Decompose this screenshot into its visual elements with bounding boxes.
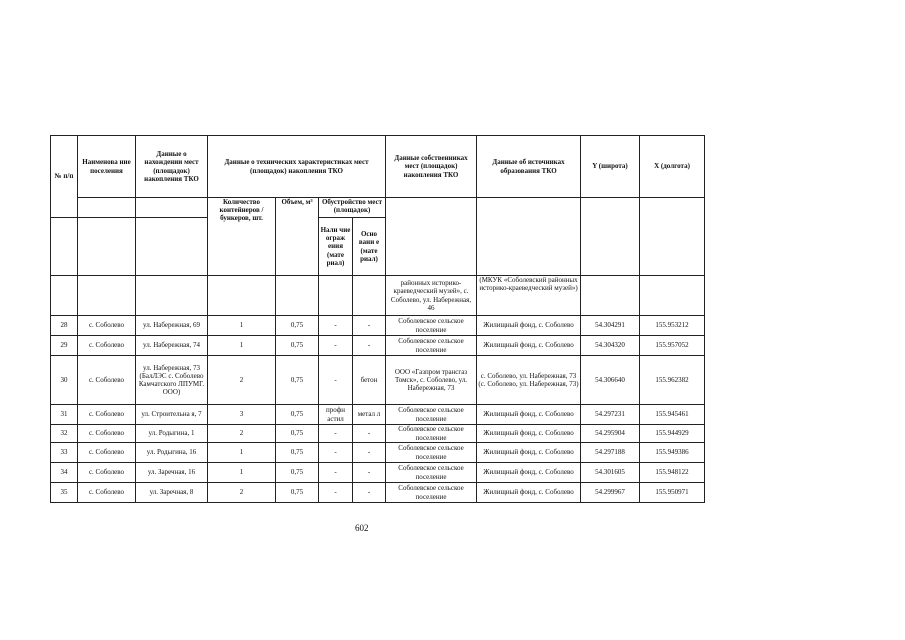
- settlement-cell: с. Соболево: [78, 463, 136, 483]
- latitude-cell: 54.304320: [581, 336, 640, 356]
- continuation-blank-cell: [353, 276, 386, 316]
- address-cell: ул. Заречная, 16: [136, 463, 208, 483]
- row-number-cell: 33: [51, 443, 78, 463]
- container-count-cell: 1: [208, 336, 276, 356]
- address-cell: ул. Заречная, 8: [136, 483, 208, 503]
- longitude-cell: 155.944929: [640, 425, 705, 443]
- continuation-blank-cell: [276, 276, 319, 316]
- source-cell: Жилищный фонд, с. Соболево: [477, 483, 581, 503]
- fence-cell: профн астил: [319, 405, 353, 425]
- volume-cell: 0,75: [276, 443, 319, 463]
- volume-cell: 0,75: [276, 405, 319, 425]
- settlement-cell: с. Соболево: [78, 425, 136, 443]
- header-blank-cell: [51, 218, 78, 276]
- longitude-cell: 155.953212: [640, 316, 705, 336]
- container-count-cell: 2: [208, 483, 276, 503]
- address-cell: ул. Родыгина, 1: [136, 425, 208, 443]
- col-equip-header: Обустройство мест (площадок): [319, 198, 386, 218]
- container-count-cell: 3: [208, 405, 276, 425]
- continuation-blank-cell: [640, 276, 705, 316]
- latitude-cell: 54.295904: [581, 425, 640, 443]
- data-rows: [51, 316, 705, 503]
- owner-cell: Соболевское сельское поселение: [386, 336, 477, 356]
- continuation-row: [51, 276, 705, 316]
- settlement-cell: с. Соболево: [78, 316, 136, 336]
- source-cell: с. Соболево, ул. Набережная, 73 (с. Соболево, ул. Набережная, 73): [477, 356, 581, 405]
- fence-cell: -: [319, 425, 353, 443]
- base-cell: -: [353, 336, 386, 356]
- volume-cell: 0,75: [276, 463, 319, 483]
- container-count-cell: 1: [208, 443, 276, 463]
- table-row: [51, 483, 705, 503]
- volume-cell: 0,75: [276, 483, 319, 503]
- continuation-blank-cell: [319, 276, 353, 316]
- fence-cell: -: [319, 483, 353, 503]
- settlement-cell: с. Соболево: [78, 405, 136, 425]
- fence-cell: -: [319, 356, 353, 405]
- latitude-cell: 54.299967: [581, 483, 640, 503]
- volume-cell: 0,75: [276, 356, 319, 405]
- header-row-2: [51, 198, 705, 218]
- fence-cell: -: [319, 463, 353, 483]
- row-number-cell: 29: [51, 336, 78, 356]
- col-base-header: Осно вани е (мате риал): [353, 218, 386, 276]
- owner-cell: Соболевское сельское поселение: [386, 316, 477, 336]
- col-settlement-header: Наименова ние поселения: [78, 136, 136, 198]
- continuation-owner-cell: районных историко-краеведческий музей», с. Соболево, ул. Набережная, 46: [386, 276, 477, 316]
- row-number-cell: 30: [51, 356, 78, 405]
- latitude-cell: 54.304291: [581, 316, 640, 336]
- col-lon-header: X (долгота): [640, 136, 705, 198]
- source-cell: Жилищный фонд, с. Соболево: [477, 336, 581, 356]
- tko-register-table: [50, 135, 705, 503]
- row-number-cell: 28: [51, 316, 78, 336]
- col-owners-header: Данные собственниках мест (площадок) накопления ТКО: [386, 136, 477, 198]
- header-blank-cell: [477, 198, 581, 276]
- owner-cell: ООО «Газпром трансгаз Томск», с. Соболево, ул. Набережная, 73: [386, 356, 477, 405]
- base-cell: -: [353, 443, 386, 463]
- fence-cell: -: [319, 336, 353, 356]
- volume-cell: 0,75: [276, 316, 319, 336]
- continuation-blank-cell: [51, 276, 78, 316]
- page-number: 602: [355, 523, 369, 533]
- table-row: [51, 463, 705, 483]
- longitude-cell: 155.962382: [640, 356, 705, 405]
- volume-cell: 0,75: [276, 336, 319, 356]
- base-cell: -: [353, 425, 386, 443]
- base-cell: метал л: [353, 405, 386, 425]
- continuation-blank-cell: [581, 276, 640, 316]
- col-lat-header: Y (широта): [581, 136, 640, 198]
- continuation-blank-cell: [78, 276, 136, 316]
- col-fence-header: Нали чие ограж ения (мате риал): [319, 218, 353, 276]
- row-number-cell: 32: [51, 425, 78, 443]
- owner-cell: Соболевское сельское поселение: [386, 443, 477, 463]
- table-row: [51, 336, 705, 356]
- container-count-cell: 1: [208, 463, 276, 483]
- container-count-cell: 2: [208, 425, 276, 443]
- settlement-cell: с. Соболево: [78, 483, 136, 503]
- container-count-cell: 1: [208, 316, 276, 336]
- settlement-cell: с. Соболево: [78, 356, 136, 405]
- header-blank-cell: [78, 218, 136, 276]
- owner-cell: Соболевское сельское поселение: [386, 405, 477, 425]
- row-number-cell: 35: [51, 483, 78, 503]
- address-cell: ул. Набережная, 74: [136, 336, 208, 356]
- col-sources-header: Данные об источниках образования ТКО: [477, 136, 581, 198]
- longitude-cell: 155.949386: [640, 443, 705, 463]
- table-row: [51, 356, 705, 405]
- col-location-header: Данные о нахождении мест (площадок) накопления ТКО: [136, 136, 208, 198]
- owner-cell: Соболевское сельское поселение: [386, 425, 477, 443]
- row-number-cell: 31: [51, 405, 78, 425]
- continuation-source-cell: (МКУК «Соболевский районных историко-краеведческий музей»): [477, 276, 581, 316]
- col-volume-header: Объем, м³: [276, 198, 319, 276]
- settlement-cell: с. Соболево: [78, 443, 136, 463]
- address-cell: ул. Строительна я, 7: [136, 405, 208, 425]
- table-row: [51, 405, 705, 425]
- address-cell: ул. Набережная, 73 (БалЛЭС с. Соболево Камчатского ЛПУМГ. ООО): [136, 356, 208, 405]
- longitude-cell: 155.948122: [640, 463, 705, 483]
- header-row-1: [51, 136, 705, 198]
- address-cell: ул. Родыгина, 16: [136, 443, 208, 463]
- header-blank-cell: [386, 198, 477, 276]
- source-cell: Жилищный фонд, с. Соболево: [477, 316, 581, 336]
- source-cell: Жилищный фонд, с. Соболево: [477, 425, 581, 443]
- header-blank-cell: [136, 198, 208, 218]
- source-cell: Жилищный фонд, с. Соболево: [477, 405, 581, 425]
- row-number-cell: 34: [51, 463, 78, 483]
- table-row: [51, 316, 705, 336]
- header-blank-cell: [640, 198, 705, 276]
- longitude-cell: 155.945461: [640, 405, 705, 425]
- col-num-header: № п/п: [51, 136, 78, 218]
- source-cell: Жилищный фонд, с. Соболево: [477, 443, 581, 463]
- container-count-cell: 2: [208, 356, 276, 405]
- latitude-cell: 54.301605: [581, 463, 640, 483]
- header-blank-cell: [581, 198, 640, 276]
- settlement-cell: с. Соболево: [78, 336, 136, 356]
- fence-cell: -: [319, 316, 353, 336]
- col-tech-header: Данные о технических характеристиках мест (площадок) накопления ТКО: [208, 136, 386, 198]
- header-blank-cell: [136, 218, 208, 276]
- base-cell: -: [353, 483, 386, 503]
- latitude-cell: 54.306640: [581, 356, 640, 405]
- latitude-cell: 54.297231: [581, 405, 640, 425]
- address-cell: ул. Набережная, 69: [136, 316, 208, 336]
- latitude-cell: 54.297188: [581, 443, 640, 463]
- longitude-cell: 155.957052: [640, 336, 705, 356]
- source-cell: Жилищный фонд, с. Соболево: [477, 463, 581, 483]
- base-cell: -: [353, 463, 386, 483]
- base-cell: бетон: [353, 356, 386, 405]
- base-cell: -: [353, 316, 386, 336]
- table-row: [51, 443, 705, 463]
- continuation-blank-cell: [208, 276, 276, 316]
- owner-cell: Соболевское сельское поселение: [386, 483, 477, 503]
- longitude-cell: 155.950971: [640, 483, 705, 503]
- header-blank-cell: [78, 198, 136, 218]
- col-containers-header: Количество контейнеров / бункеров, шт.: [208, 198, 276, 276]
- volume-cell: 0,75: [276, 425, 319, 443]
- table-row: [51, 425, 705, 443]
- fence-cell: -: [319, 443, 353, 463]
- owner-cell: Соболевское сельское поселение: [386, 463, 477, 483]
- continuation-blank-cell: [136, 276, 208, 316]
